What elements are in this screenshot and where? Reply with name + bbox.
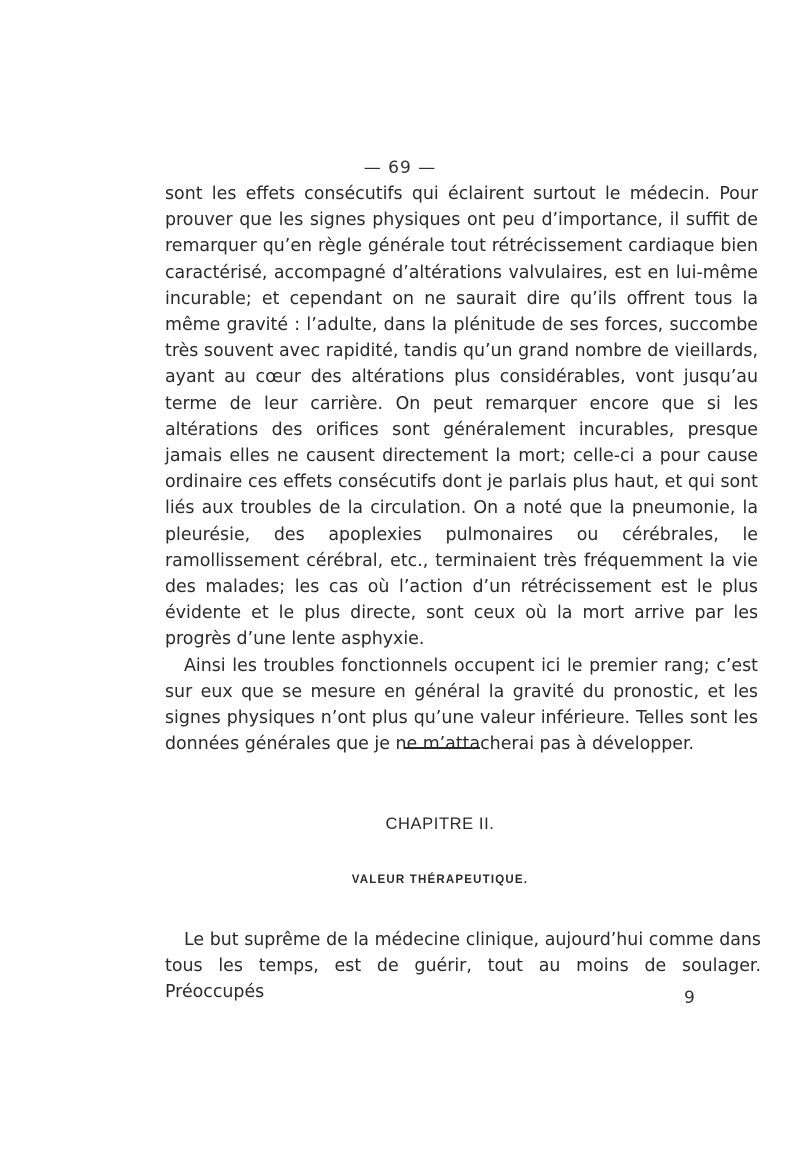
chapter-title: CHAPITRE II. — [385, 815, 495, 833]
section-divider — [404, 747, 480, 749]
paragraph-1: sont les effets consécutifs qui éclairent surtout le médecin. Pour prouver que les signes physiques ont peu d’importance, il suffit de remarquer qu’en règle générale tout rétrécissement cardiaque bien caractérisé, accompagné d’altérations valvulaires, est en lui-même incurable; et cependant on ne saurait dire qu’ils offrent tous la même gravité : l’adulte, dans la plénitude de ses forces, succombe très souvent avec rapidité, tandis qu’un grand nombre de vieillards, ayant au cœur des altérations plus considérables, vont jusqu’au terme de leur carrière. On peut remarquer encore que si les altérations des orifices sont généralement incurables, presque jamais elles ne causent directement la mort; celle-ci a pour cause ordinaire ces effets consécutifs dont je parlais plus haut, et qui sont liés aux troubles de la circulation. On a noté que la pneumonie, la pleurésie, des apoplexies pulmonaires ou cérébrales, le ramollissement cérébral, etc., terminaient très fréquemment la vie des malades; les cas où l’action d’un rétrécissement est le plus évidente et le plus directe, sont ceux où la mort arrive par les progrès d’une lente asphyxie. — [165, 184, 758, 650]
paragraph-3: Le but suprême de la médecine clinique, aujourd’hui comme dans tous les temps, est de guérir, tout au moins de soulager. Préoccupés — [165, 930, 761, 1003]
body-text — [165, 181, 758, 757]
page-number: — 69 — — [363, 158, 437, 178]
paragraph-2: Ainsi les troubles fonctionnels occupent ici le premier rang; c’est sur eux que se mesure en général la gravité du pronostic, et les signes physiques n’ont plus qu’une valeur inférieure. Telles sont les données générales que je ne m’attacherai pas à développer. — [165, 655, 758, 755]
signature-mark: 9 — [684, 988, 695, 1008]
section-title: VALEUR THÉRAPEUTIQUE. — [351, 874, 529, 886]
